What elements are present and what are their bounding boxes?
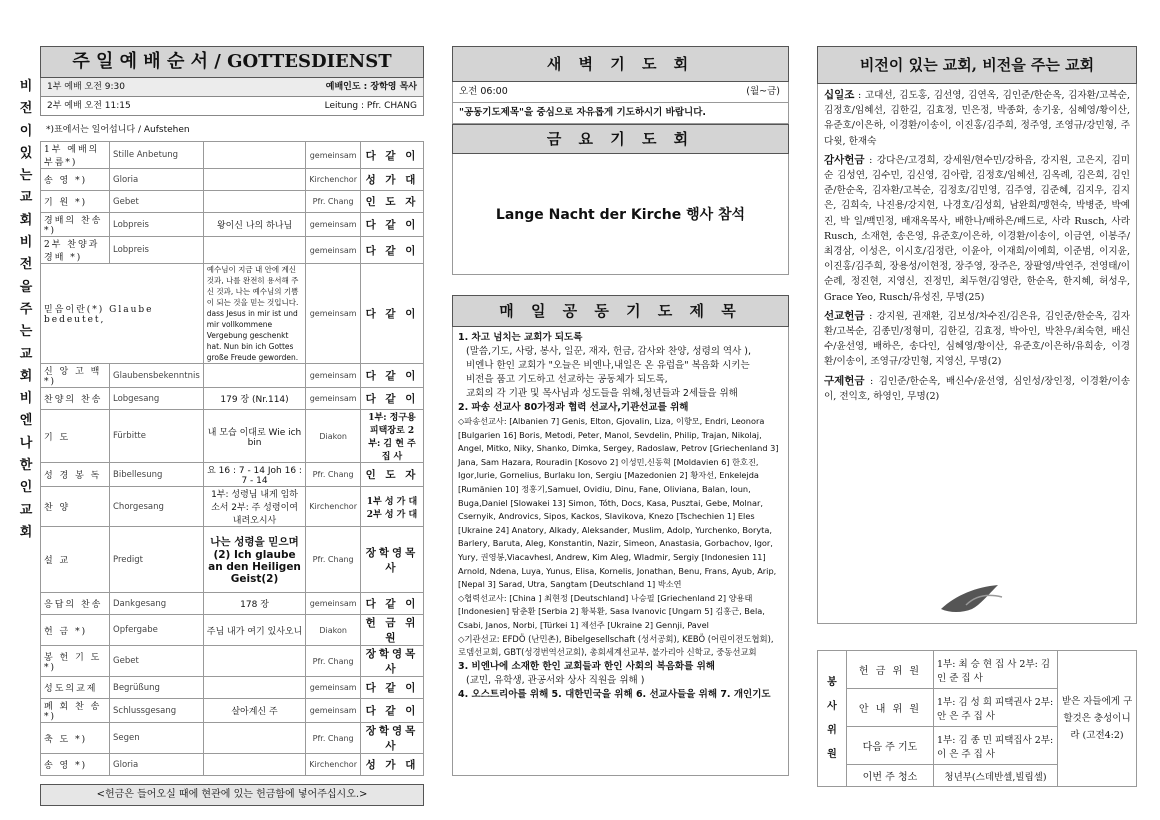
offering-label: 구제헌금 <box>824 374 865 387</box>
prayer-1-line: (말씀,기도, 사랑, 봉사, 일꾼, 재자, 헌금, 감사와 찬양, 성령의 역사 ), <box>466 346 752 357</box>
service-time-1 <box>40 78 424 97</box>
offering-names: 김인준/한순옥, 배신수/윤선영, 심인성/장인정, 이경환/이송이, 전익호, 하영인, 무명(2) <box>824 375 1130 402</box>
worship-item-detail: 살아계신 주 <box>203 699 306 723</box>
worship-item-german: Segen <box>110 723 204 754</box>
offering-group <box>818 374 1136 404</box>
service-names: 1부: 최 승 현 집 사 2부: 김 인 준 집 사 <box>934 651 1058 689</box>
worship-item-title: 폐 회 찬 송 *) <box>41 699 110 723</box>
vertical-motto-char: 는 <box>19 324 33 340</box>
service-role: 헌 금 위 원 <box>847 651 934 689</box>
vertical-motto-char: 비 <box>19 391 33 407</box>
worship-item-detail: 예수님이 지금 내 안에 계신 것과, 나를 완전히 용서해 주신 것과, 나는 예수님의 기쁨이 되는 것을 믿는 것입니다. dass Jesus in mir ist und mir vollkommene Vergebung geschenkt hat. Nun bin ich Gottes große Freude geworden. <box>203 264 306 364</box>
service-names: 1부: 김 성 희 피택권사 2부: 안 은 주 집 사 <box>934 689 1058 727</box>
worship-item <box>41 646 424 677</box>
service-verse: 받은 자들에게 구할것은 충성이니라 (고전4:2) <box>1058 651 1137 787</box>
worship-item-leader: 다 같 이 <box>361 237 424 264</box>
prayer-column <box>452 46 789 776</box>
worship-item-detail: 178 장 <box>203 593 306 615</box>
worship-item-person: Pfr. Chang <box>306 527 361 593</box>
worship-item-detail: 왕이신 나의 하나님 <box>203 213 306 237</box>
worship-order-column <box>40 46 424 806</box>
offering-separator: : <box>864 154 877 166</box>
worship-item-person: Kirchenchor <box>306 487 361 527</box>
offering-group <box>818 309 1136 370</box>
worship-item-german: Bibellesung <box>110 463 204 487</box>
worship-item-title: 헌 금 *) <box>41 615 110 646</box>
worship-item-person: Kirchenchor <box>306 754 361 776</box>
worship-item-person: Diakon <box>306 615 361 646</box>
worship-item-leader: 인 도 자 <box>361 463 424 487</box>
worship-item-leader: 성 가 대 <box>361 754 424 776</box>
worship-item-leader: 다 같 이 <box>361 699 424 723</box>
vertical-motto-char: 인 <box>19 480 33 496</box>
worship-order-table <box>40 141 424 776</box>
worship-item-person: gemeinsam <box>306 142 361 169</box>
worship-item-person: Pfr. Chang <box>306 463 361 487</box>
service-time-2 <box>40 97 424 116</box>
worship-item-leader: 다 같 이 <box>361 142 424 169</box>
worship-item-leader: 성 가 대 <box>361 169 424 191</box>
worship-item <box>41 213 424 237</box>
service-leader-ko: 예배인도 : 장학영 목사 <box>325 82 417 92</box>
worship-item-german: Opfergabe <box>110 615 204 646</box>
offering-label: 십일조 <box>824 89 855 101</box>
worship-item-title: 찬양의 찬송 <box>41 388 110 410</box>
daily-prayer-body <box>452 327 789 776</box>
worship-item-title: 신 앙 고 백 *) <box>41 364 110 388</box>
worship-item <box>41 237 424 264</box>
worship-item-person: gemeinsam <box>306 364 361 388</box>
worship-item-german: Predigt <box>110 527 204 593</box>
worship-item-title: 성 경 봉 독 <box>41 463 110 487</box>
worship-item-detail: 179 장 (Nr.114) <box>203 388 306 410</box>
worship-item-leader: 다 같 이 <box>361 264 424 364</box>
worship-item <box>41 615 424 646</box>
worship-item-title: 기 도 <box>41 410 110 463</box>
worship-item <box>41 723 424 754</box>
worship-item-leader: 인 도 자 <box>361 191 424 213</box>
vertical-motto <box>18 76 34 544</box>
worship-item-leader: 다 같 이 <box>361 593 424 615</box>
missionaries-list: ◇파송선교사: [Albanien 7] Genis, Elton, Gjovalin, Liza, 이향모, Endri, Leonora [Bulgarien 16] Boris, Metodi, Peter, Manol, Sevdelin, Philip, Trajan, Nikolaj, Angel, Mitko, Niky, Shanko, Dimka, Sergey, Radoslaw, Petrov [Griechenland 3] Jana, Sam Hazara, Rouradin [Kosovo 2] 이성민,신동혁 [Moldavien 6] 한호진, Igor,lurie, Gornelius, Burlaku Ion, Sergiu [Mazedonien 2] 황자선, Enkelejda [Rumänien 10] 정홍기,Samuel, Ovidiu, Dinu, Fane, Oliviana, Balan, Ioun, Buga,Daniel [Slowakei 13] Simon, Tóth, Docs, Kasa, Pusztai, Gebe, Molnar, Csernyik, Androvics, Sipos, Kackos, Slavikova, Knezo [Tschechien 1] Eles [Ukraine 24] Anatory, Alkady, Aleksander, Muslim, Adolp, Yurchenko, Boryta, Barlery, Baruta, Aleg, Konstantin, Nazir, Simeon, Anastasia, Gorbachov, Igor, Yury, 권영봉,Viacavhesl, Andrew, Kim Aleg, Wladmir, Sergiy [Indonesien 11] Arnold, Ndena, Luya, Yunus, Elisa, Kornelis, Jonathan, Benu, Frans, Ayub, Arip, [Nepal 3] Sarad, Utra, Sangtam [Deutschland 1] 박소연 <box>458 416 779 590</box>
prayer-1-line: 비엔나 한인 교회가 "오늘은 비엔나,내일은 온 유럽을" 복음화 시키는 <box>466 360 750 371</box>
offering-label: 감사헌금 <box>824 153 865 166</box>
offering-group <box>818 153 1136 305</box>
vertical-motto-char: 을 <box>19 279 33 295</box>
service-time-2-left: 2부 예배 오전 11:15 <box>47 101 131 111</box>
worship-item-title: 봉 헌 기 도 *) <box>41 646 110 677</box>
worship-item-german: Gebet <box>110 646 204 677</box>
worship-item-title: 설 교 <box>41 527 110 593</box>
vertical-motto-char: 엔 <box>19 413 33 429</box>
service-leader-de: Leitung : Pfr. CHANG <box>324 101 417 111</box>
worship-item-detail: 요 16 : 7 - 14 Joh 16 : 7 - 14 <box>203 463 306 487</box>
vertical-motto-char: 회 <box>19 524 33 540</box>
vertical-motto-char: 비 <box>19 79 33 94</box>
worship-item-leader: 다 같 이 <box>361 677 424 699</box>
offering-separator: : <box>854 90 865 101</box>
offering-separator: : <box>864 375 879 387</box>
worship-item-leader: 다 같 이 <box>361 213 424 237</box>
offering-label: 선교헌금 <box>824 309 865 322</box>
worship-item <box>41 388 424 410</box>
offering-names: 강지원, 권재환, 김보성/차수진/김은유, 김인준/한순옥, 김자환/고복순, 김종민/정형미, 김한길, 김효정, 박아인, 박찬우/최숙현, 배신수/윤선영, 배하은, 송다인, 심혜영/황이산, 유준호/이은하/유희송, 이경환/이송이, 조영규/강민형, 지영신, 무명(2) <box>824 310 1130 368</box>
worship-item-title: 송 영 *) <box>41 754 110 776</box>
dove-illustration <box>936 575 1006 615</box>
worship-item-german: Schlussgesang <box>110 699 204 723</box>
offering-names: 강다은/고경희, 강세원/현수민/강하음, 강지원, 고은지, 김미순 김성연, 김수민, 김신영, 김아람, 김정호/임혜선, 김옥례, 김은희, 김인준/한순옥, 김자환/고복순, 김정호/김민영, 김주영, 김준혜, 김지우, 김지은, 김희숙, 나진용/강지현, 나경호/김성희, 남완희/맹현숙, 박병준, 박예진, 박 일/백민정, 배재옥목사, 배한나/배하은/배드로, 사라 Rusch, 사라 Rusch, 소재현, 송은영, 유준호/이은하, 이경환/이송이, 이금연, 이봉주/최경삼, 이성은, 이시호/김정란, 이윤아, 이재희/이예희, 이준범, 이지윤, 이진홍/김주희, 장용성/이현정, 장주영, 장주은, 장팔영/박연주, 전영태/이순례, 정진현, 지영신, 진정민, 최두현/김영란, 한순옥, 한지혜, 허성우, Grace Yeo, Rusch/유성진, 무명(25) <box>824 154 1130 303</box>
offering-notice: <헌금은 들어오실 때에 현관에 있는 헌금함에 넣어주십시오.> <box>40 784 424 806</box>
worship-item-leader: 장학영목사 <box>361 646 424 677</box>
worship-item-title: 송 영 *) <box>41 169 110 191</box>
worship-item <box>41 754 424 776</box>
worship-item-person: gemeinsam <box>306 388 361 410</box>
worship-item-german: Stille Anbetung <box>110 142 204 169</box>
vertical-motto-char: 회 <box>19 212 33 228</box>
worship-item-person: Pfr. Chang <box>306 191 361 213</box>
worship-item-leader: 1부 성 가 대 2부 성 가 대 <box>361 487 424 527</box>
vision-title: 비전이 있는 교회, 비전을 주는 교회 <box>817 46 1137 84</box>
dawn-prayer-note: "공동기도제목"을 중심으로 자유롭게 기도하시기 바랍니다. <box>452 103 789 124</box>
friday-prayer-title: 금 요 기 도 회 <box>452 124 789 154</box>
vertical-motto-char: 는 <box>19 168 33 184</box>
vertical-motto-char: 나 <box>19 435 33 451</box>
service-names: 청년부(스데반셀,빌립셀) <box>934 765 1058 787</box>
vertical-motto-char: 있 <box>19 145 33 161</box>
offering-names: 고대선, 김도홍, 김선영, 김연옥, 김인준/한순옥, 김자환/고복순, 김정호/임혜선, 김한길, 김효정, 민은정, 박종화, 송기웅, 심혜영/황이산, 유준호/이은하, 이경환/이송이, 이진홍/김주희, 정주영, 조영규/강민형, 주다윗, 한재숙 <box>824 90 1130 147</box>
offerings-box <box>817 84 1137 624</box>
offering-separator: : <box>864 310 877 322</box>
service-committee-label: 봉 사 위 원 <box>818 651 847 787</box>
worship-item-detail: 주님 내가 여기 있사오니 <box>203 615 306 646</box>
service-role: 다음 주 기도 <box>847 727 934 765</box>
worship-item-person: Diakon <box>306 410 361 463</box>
worship-item <box>41 593 424 615</box>
worship-item-title: 응답의 찬송 <box>41 593 110 615</box>
worship-item-title: 축 도 *) <box>41 723 110 754</box>
worship-item-detail <box>203 364 306 388</box>
worship-order-title: 주 일 예 배 순 서 / GOTTESDIENST <box>40 46 424 78</box>
service-time-1-left: 1부 예배 오전 9:30 <box>47 82 125 92</box>
service-committee-table <box>817 650 1137 787</box>
dawn-prayer-time: 오전 06:00 <box>459 86 508 97</box>
prayer-1-head: 1. 차고 넘치는 교회가 되도록 <box>458 332 583 343</box>
institution-missions: ◇기관선교: EFDÖ (난민촌), Bibelgesellschaft (성서공회), KEBÖ (어린이전도협회), 로뎀선교회, GBT(성경번역선교회), 총회세계선교부, 불가리아 신학교, 중동선교회 <box>458 633 774 658</box>
worship-item-title: 경배의 찬송 *) <box>41 213 110 237</box>
daily-prayer-title: 매 일 공 동 기 도 제 목 <box>452 295 789 327</box>
worship-item-detail: 나는 성령을 믿으며(2) Ich glaube an den Heiligen Geist(2) <box>203 527 306 593</box>
vertical-motto-char: 전 <box>19 101 33 117</box>
worship-item-leader: 장학영목사 <box>361 527 424 593</box>
worship-item-leader: 장학영목사 <box>361 723 424 754</box>
service-role: 안 내 위 원 <box>847 689 934 727</box>
worship-item <box>41 699 424 723</box>
worship-item-leader: 헌 금 위 원 <box>361 615 424 646</box>
worship-item-person: gemeinsam <box>306 677 361 699</box>
worship-item <box>41 169 424 191</box>
worship-item-title: 1부 예배의부름*) <box>41 142 110 169</box>
worship-item-detail <box>203 723 306 754</box>
worship-item <box>41 364 424 388</box>
friday-prayer-text: Lange Nacht der Kirche 행사 참석 <box>452 154 789 275</box>
standing-note: *)표에서는 일어섭니다 / Aufstehen <box>46 125 190 135</box>
worship-item-detail: 1부: 성령님 내게 임하소서 2부: 주 성령이여 내려오시사 <box>203 487 306 527</box>
vertical-motto-char: 이 <box>19 123 33 139</box>
worship-item <box>41 527 424 593</box>
prayer-3-head: 3. 비엔나에 소재한 한인 교회들과 한인 사회의 복음화를 위해 <box>458 660 715 672</box>
worship-item-detail <box>203 754 306 776</box>
worship-item-detail <box>203 142 306 169</box>
worship-item <box>41 410 424 463</box>
vertical-motto-char: 전 <box>19 257 33 273</box>
worship-item-person: Pfr. Chang <box>306 646 361 677</box>
dawn-prayer-days: (월~금) <box>746 86 780 97</box>
dawn-prayer-title: 새 벽 기 도 회 <box>452 46 789 82</box>
worship-item-detail <box>203 191 306 213</box>
vertical-motto-char: 주 <box>19 301 33 317</box>
worship-item-german: Lobpreis <box>110 237 204 264</box>
prayer-1-line: 비전을 품고 기도하고 선교하는 공동체가 되도록, <box>466 374 668 385</box>
worship-item-german: Lobgesang <box>110 388 204 410</box>
worship-item-german: Fürbitte <box>110 410 204 463</box>
worship-item-detail: 내 모습 이대로 Wie ich bin <box>203 410 306 463</box>
prayer-2-head: 2. 파송 선교사 80가정과 협력 선교사,기관선교를 위해 <box>458 402 689 413</box>
worship-item-german: Dankgesang <box>110 593 204 615</box>
service-role: 이번 주 청소 <box>847 765 934 787</box>
worship-item-title: 2부 찬양과경배 *) <box>41 237 110 264</box>
worship-item-german: Lobpreis <box>110 213 204 237</box>
coop-missionaries-list: ◇협력선교사: [China ] 최현정 [Deutschland] 나승필 [Griechenland 2] 양용태 [Indonesien] 탐춘환 [Serbia 2] 황북환, Sasa Ivanovic [Ungarn 5] 김홍근, Bela, Csabi, Janos, Norbi, [Türkei 1] 제선주 [Ukraine 2] Gennji, Pavel <box>458 592 765 630</box>
worship-item <box>41 191 424 213</box>
worship-item-german: Gloria <box>110 754 204 776</box>
dawn-prayer-time-row <box>452 82 789 103</box>
worship-item <box>41 677 424 699</box>
worship-item <box>41 487 424 527</box>
worship-item-german: Glaubensbekenntnis <box>110 364 204 388</box>
worship-item-detail <box>203 677 306 699</box>
vertical-motto-char: 교 <box>19 346 33 362</box>
worship-item-title: 기 원 *) <box>41 191 110 213</box>
worship-item <box>41 264 424 364</box>
prayer-3-line: (교민, 유학생, 관공서와 상사 직원을 위해 ) <box>466 674 645 686</box>
worship-item-person: Kirchenchor <box>306 169 361 191</box>
service-names: 1부: 김 종 민 피택집사 2부: 이 은 주 집 사 <box>934 727 1058 765</box>
worship-item-person: gemeinsam <box>306 237 361 264</box>
vertical-motto-char: 비 <box>19 235 33 251</box>
worship-item-german: Chorgesang <box>110 487 204 527</box>
offering-group <box>818 88 1136 149</box>
worship-item-leader: 다 같 이 <box>361 388 424 410</box>
worship-item-german: Gebet <box>110 191 204 213</box>
worship-item <box>41 463 424 487</box>
worship-item-detail <box>203 646 306 677</box>
worship-item-german: Gloria <box>110 169 204 191</box>
worship-item-person: Pfr. Chang <box>306 723 361 754</box>
worship-item-person: gemeinsam <box>306 213 361 237</box>
worship-item-detail <box>203 237 306 264</box>
worship-item-leader: 다 같 이 <box>361 364 424 388</box>
vertical-motto-char: 한 <box>19 458 33 474</box>
worship-item-title: 찬 양 <box>41 487 110 527</box>
worship-item-detail <box>203 169 306 191</box>
prayer-4-7: 4. 오스트리아를 위해 5. 대한민국을 위해 6. 선교사들을 위해 7. 개인기도 <box>458 688 771 700</box>
worship-item-title: 믿음이란(*) Glaube bedeutet, <box>41 264 204 364</box>
vertical-motto-char: 교 <box>19 190 33 206</box>
worship-item-person: gemeinsam <box>306 593 361 615</box>
worship-item-german: Begrüßung <box>110 677 204 699</box>
prayer-1-line: 교회의 각 기관 및 목사님과 성도들을 위해,청년들과 2세들을 위해 <box>466 388 738 399</box>
vertical-motto-char: 교 <box>19 502 33 518</box>
offering-column <box>817 46 1137 787</box>
worship-item-title: 성도의교제 <box>41 677 110 699</box>
worship-item-person: gemeinsam <box>306 264 361 364</box>
worship-item-leader: 1부: 정구용피택장로 2부: 김 현 주 집 사 <box>361 410 424 463</box>
worship-item-person: gemeinsam <box>306 699 361 723</box>
worship-item <box>41 142 424 169</box>
vertical-motto-char: 회 <box>19 368 33 384</box>
